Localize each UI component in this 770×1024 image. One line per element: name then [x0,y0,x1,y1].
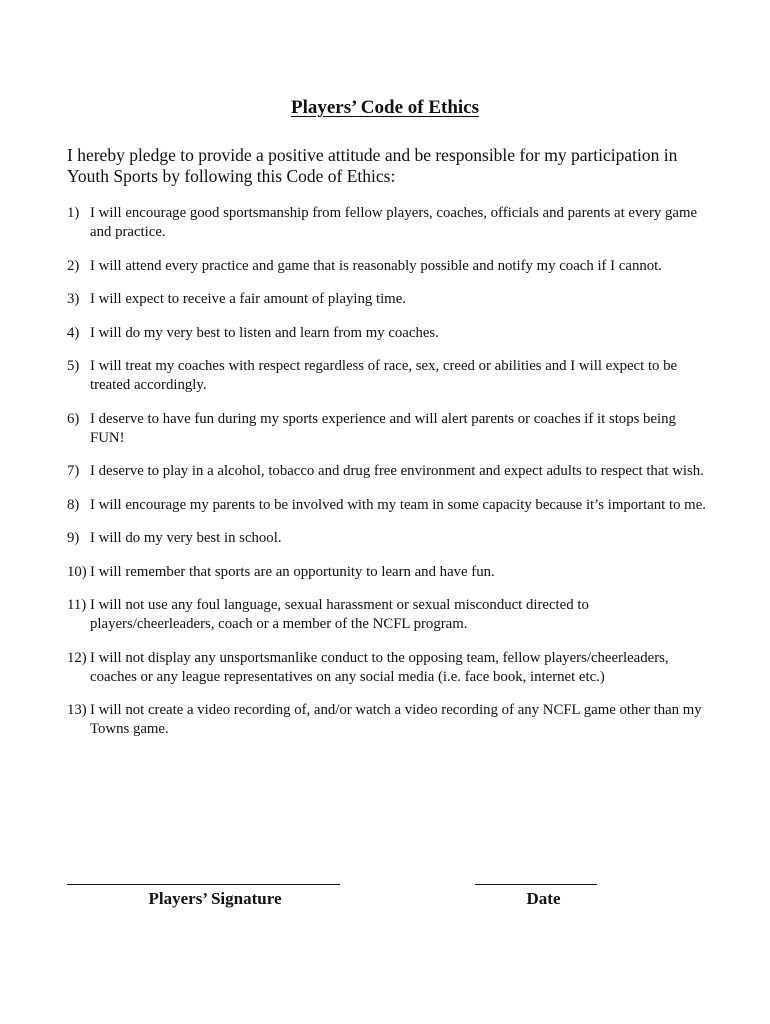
item-text: I will do my very best to listen and learn from my coaches. [90,324,439,341]
item-number: 3) [67,291,80,307]
item-text: I will encourage my parents to be involved with my team in some capacity because it’s important to me. [90,496,706,513]
item-number: 5) [67,358,80,374]
list-item [67,563,707,582]
page-title: Players’ Code of Ethics [290,97,480,118]
item-number: 13) [67,702,87,718]
list-item [67,204,707,242]
list-item [67,324,707,343]
list-item [67,290,707,309]
item-text: I will not display any unsportsmanlike conduct to the opposing team, fellow players/cheerleaders, coaches or any league representatives on any social media (i.e. face book, internet etc.) [90,649,669,685]
item-text: I deserve to play in a alcohol, tobacco and drug free environment and expect adults to respect that wish. [90,463,704,479]
item-text: I will encourage good sportsmanship from fellow players, coaches, officials and parents at every game and practice. [90,205,698,240]
item-number: 2) [67,257,80,274]
date-line[interactable] [475,884,597,885]
list-item [67,649,707,687]
list-item [67,410,707,448]
item-text: I deserve to have fun during my sports experience and will alert parents or coaches if it stops being FUN! [90,410,676,446]
list-item [67,529,707,548]
item-number: 10) [67,563,87,580]
item-number: 12) [67,649,87,666]
item-text: I will not use any foul language, sexual harassment or sexual misconduct directed to players/cheerleaders, coach or a member of the NCFL program. [90,597,589,632]
item-text: I will attend every practice and game that is reasonably possible and notify my coach if I cannot. [90,257,662,274]
list-item [67,357,707,395]
item-text: I will not create a video recording of, and/or watch a video recording of any NCFL game other than my Towns game. [90,702,702,737]
signature-line[interactable] [67,884,340,885]
item-number: 1) [67,205,80,221]
signature-label: Players’ Signature [148,889,282,908]
item-text: I will treat my coaches with respect regardless of race, sex, creed or abilities and I will expect to be treated accordingly. [90,358,678,393]
intro-paragraph: I hereby pledge to provide a positive attitude and be responsible for my participation in Youth Sports by following this Code of Ethics: [67,145,678,186]
item-number: 9) [67,530,80,546]
list-item [67,462,707,481]
item-number: 8) [67,496,80,513]
list-item [67,596,707,634]
item-number: 4) [67,324,80,341]
item-number: 6) [67,410,80,427]
date-label: Date [526,889,561,908]
list-item [67,496,707,515]
list-item [67,701,707,739]
pledge-list [67,204,707,754]
item-number: 7) [67,463,80,479]
list-item [67,257,707,276]
item-text: I will remember that sports are an opportunity to learn and have fun. [90,563,495,580]
item-text: I will do my very best in school. [90,530,282,546]
item-number: 11) [67,597,87,613]
item-text: I will expect to receive a fair amount of playing time. [90,291,406,307]
